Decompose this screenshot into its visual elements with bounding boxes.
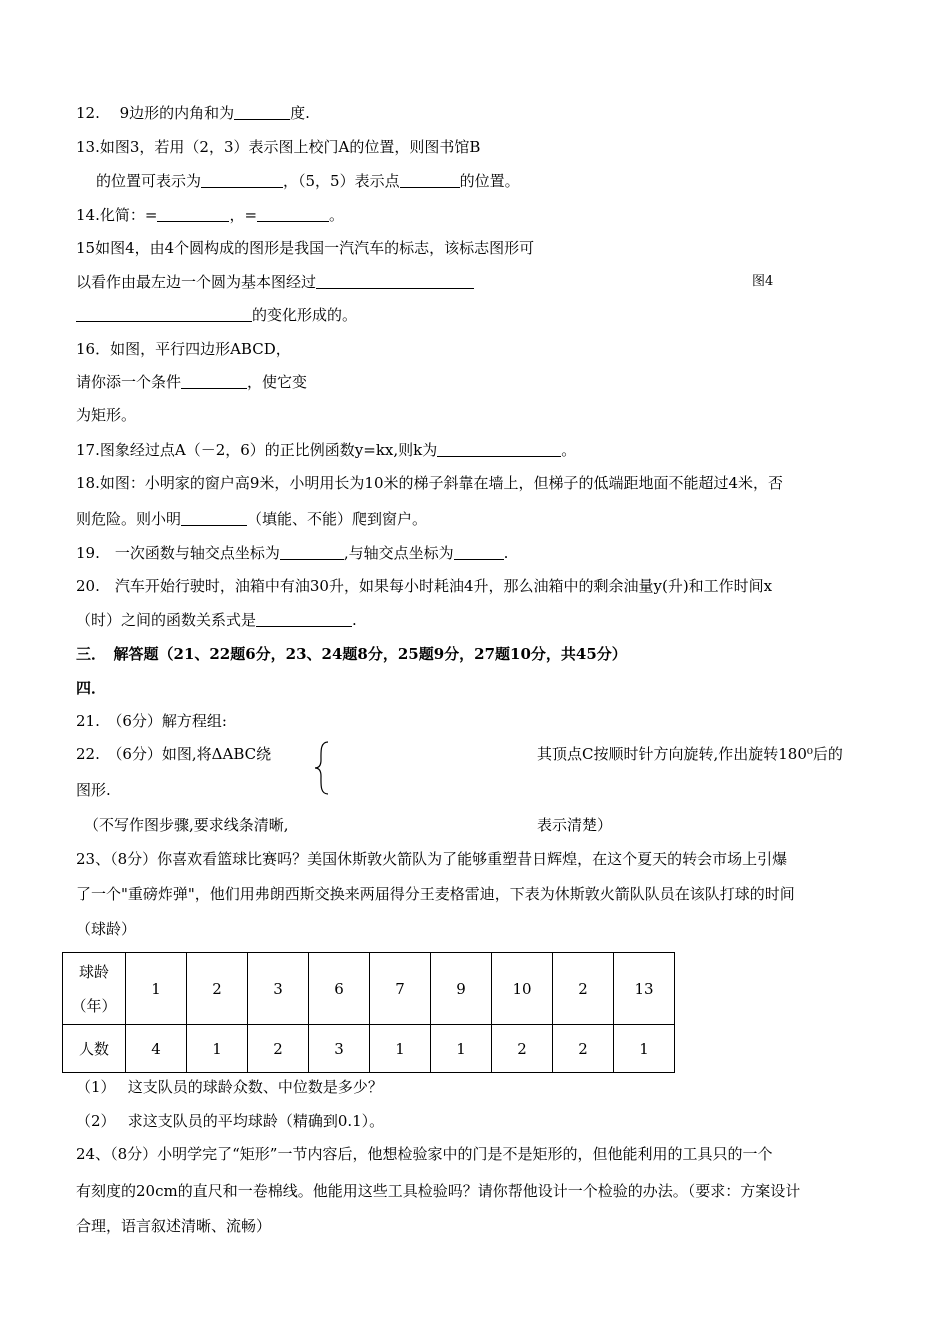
q18-blank[interactable] — [181, 510, 247, 526]
table-cell: 2 — [553, 953, 614, 1025]
q22-line2: 图形. — [76, 781, 111, 799]
q22-right-text: 其顶点C按顺时针方向旋转,作出旋转180⁰后的 — [537, 745, 843, 763]
q14-line: 14.化简：= ，= 。 — [76, 206, 345, 224]
q20-line2: （时）之间的函数关系式是 . — [76, 611, 357, 629]
q19-blank-1[interactable] — [280, 544, 344, 560]
q21-line: 21. （6分）解方程组: — [76, 712, 227, 730]
table-row — [63, 1025, 675, 1073]
table-header-ball-age: 球龄 （年） — [63, 953, 126, 1025]
q12-answer-blank[interactable] — [234, 104, 290, 120]
table-cell: 6 — [309, 953, 370, 1025]
table-cell: 3 — [248, 953, 309, 1025]
q13-blank-1[interactable] — [201, 172, 283, 188]
q17-line: 17.图象经过点A（－2，6）的正比例函数y=kx,则k为 。 — [76, 441, 577, 459]
q24-line1: 24、（8分）小明学完了“矩形”一节内容后，他想检验家中的门是不是矩形的，但他能利用的工具只的一个 — [76, 1145, 773, 1163]
figure-4-label: 图4 — [752, 274, 774, 289]
q24-line2: 有刻度的20cm的直尺和一卷棉线。他能用这些工具检验吗？请你帮他设计一个检验的办法。（要求：方案设计 — [76, 1182, 801, 1200]
q17-blank[interactable] — [437, 441, 561, 457]
table-cell: 2 — [248, 1025, 309, 1073]
section-4-heading: 四． — [76, 679, 107, 697]
q22-line3-right: 表示清楚） — [537, 816, 613, 834]
q20-blank[interactable] — [256, 611, 352, 627]
q23-line3: （球龄） — [76, 920, 137, 938]
q22-left-text: 22. （6分）如图,将ΔABC绕 — [76, 745, 272, 763]
q23-line1: 23、（8分）你喜欢看篮球比赛吗？美国休斯敦火箭队为了能够重塑昔日辉煌，在这个夏天的转会市场上引爆 — [76, 850, 788, 868]
table-cell: 1 — [431, 1025, 492, 1073]
q24-line3: 合理，语言叙述清晰、流畅） — [76, 1217, 272, 1235]
table-cell: 4 — [126, 1025, 187, 1073]
q23-line2: 了一个"重磅炸弹"，他们用弗朗西斯交换来两届得分王麦格雷迪，下表为休斯敦火箭队队员在该队打球的时间 — [76, 885, 795, 903]
q15-blank-1[interactable] — [316, 273, 474, 289]
q13-line2: 的位置可表示为 ，（5，5）表示点 的位置。 — [96, 172, 520, 190]
table-cell: 2 — [492, 1025, 553, 1073]
q23-sub1: （1） 这支队员的球龄众数、中位数是多少？ — [76, 1078, 383, 1096]
q15-line2: 以看作由最左边一个圆为基本图经过 — [76, 272, 474, 292]
table-cell: 13 — [614, 953, 675, 1025]
q13-blank-2[interactable] — [400, 172, 460, 188]
q15-blank-2[interactable] — [76, 306, 252, 322]
q14-blank-2[interactable] — [257, 206, 329, 222]
q14-blank-1[interactable] — [157, 206, 229, 222]
q18-line2: 则危险。则小明 （填能、不能）爬到窗户。 — [76, 510, 428, 528]
table-row — [63, 953, 675, 1025]
q19-blank-2[interactable] — [454, 544, 504, 560]
q22-line3-left: （不写作图步骤,要求线条清晰, — [84, 816, 289, 834]
table-cell: 3 — [309, 1025, 370, 1073]
ball-age-table — [62, 952, 675, 1073]
section-3-heading: 三． 解答题（21、22题6分，23、24题8分，25题9分，27题10分，共45分） — [76, 645, 627, 663]
q12-text: 12. 9边形的内角和为 — [76, 104, 235, 122]
table-cell: 1 — [187, 1025, 248, 1073]
q12-unit: 度. — [290, 104, 310, 122]
table-cell: 2 — [187, 953, 248, 1025]
table-cell: 1 — [370, 1025, 431, 1073]
q18-line1: 18.如图：小明家的窗户高9米，小明用长为10米的梯子斜靠在墙上，但梯子的低端距地面不能超过4米，否 — [76, 474, 784, 492]
q16-line2: 请你添一个条件 ，使它变 — [76, 373, 308, 391]
brace-icon — [312, 740, 332, 796]
q16-line3: 为矩形。 — [76, 406, 137, 424]
table-cell: 10 — [492, 953, 553, 1025]
q13-line1: 13.如图3，若用（2，3）表示图上校门A的位置，则图书馆B — [76, 138, 481, 156]
q19-line: 19. 一次函数与轴交点坐标为 ,与轴交点坐标为 . — [76, 544, 509, 562]
table-cell: 1 — [126, 953, 187, 1025]
q12-line — [76, 103, 310, 123]
q16-blank[interactable] — [181, 373, 247, 389]
table-cell: 9 — [431, 953, 492, 1025]
table-header-count: 人数 — [63, 1025, 126, 1073]
q15-line1: 15如图4，由4个圆构成的图形是我国一汽汽车的标志，该标志图形可 — [76, 239, 535, 257]
table-cell: 7 — [370, 953, 431, 1025]
table-cell: 1 — [614, 1025, 675, 1073]
table-cell: 2 — [553, 1025, 614, 1073]
q15-line3: 的变化形成的。 — [76, 305, 357, 325]
q20-line1: 20. 汽车开始行驶时，油箱中有油30升，如果每小时耗油4升，那么油箱中的剩余油量y(升)和工作时间x — [76, 577, 773, 595]
q16-line1: 16．如图，平行四边形ABCD， — [76, 340, 291, 358]
q23-sub2: （2） 求这支队员的平均球龄（精确到0.1）。 — [76, 1112, 385, 1130]
